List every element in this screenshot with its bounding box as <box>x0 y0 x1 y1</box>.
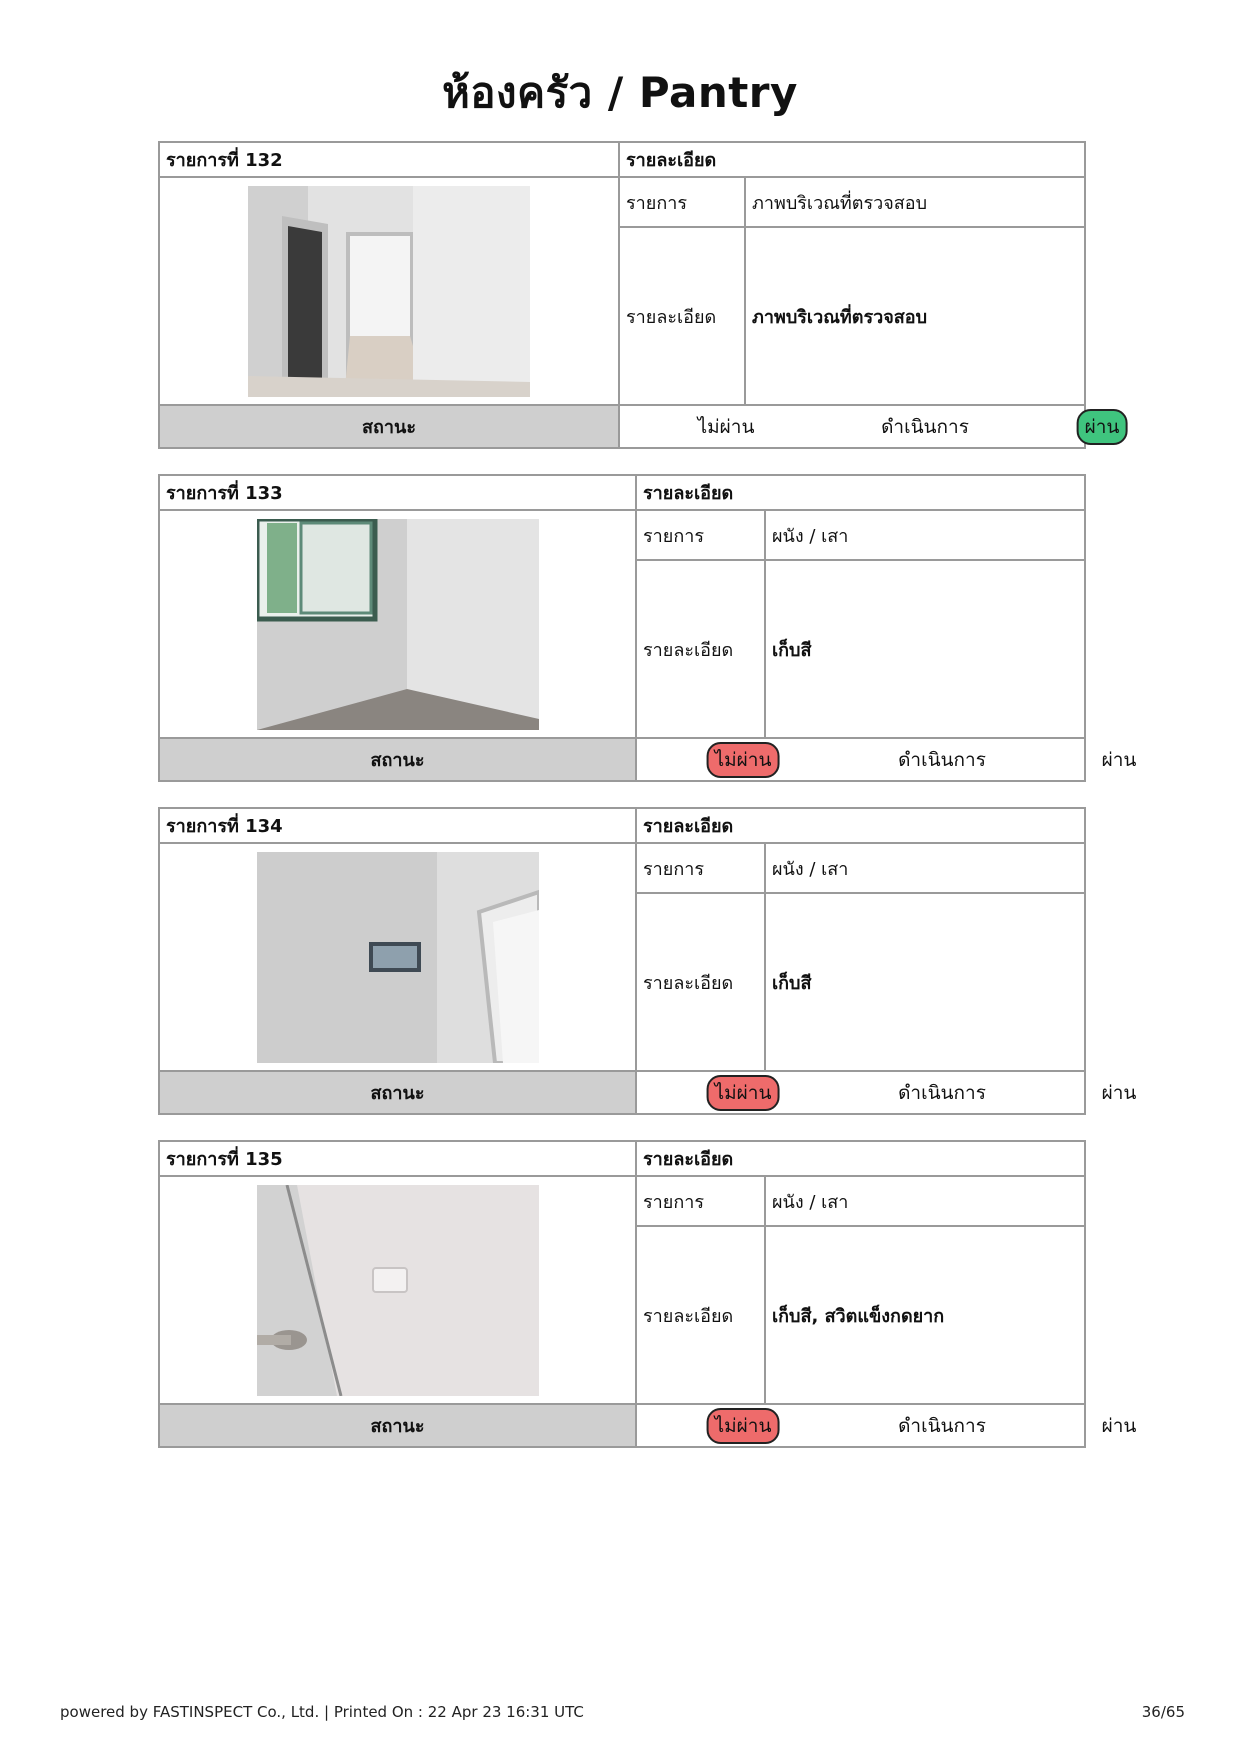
inspection-record <box>158 1140 1137 1448</box>
detail-label: รายละเอียด <box>636 1226 765 1404</box>
detail-value: เก็บสี <box>765 893 1084 1071</box>
room-corner-window-photo[interactable] <box>257 519 539 730</box>
status-option-in-progress[interactable]: ดำเนินการ <box>898 1414 986 1437</box>
status-options <box>636 1071 1137 1113</box>
status-option-fail-selected[interactable]: ไม่ผ่าน <box>707 1075 780 1111</box>
footer-printed-info: powered by FASTINSPECT Co., Ltd. | Printed On : 22 Apr 23 16:31 UTC <box>60 1703 584 1721</box>
record-title: รายการที่ 133 <box>160 476 636 510</box>
status-option-in-progress[interactable]: ดำเนินการ <box>898 748 986 771</box>
room-doorway-photo[interactable] <box>248 186 530 397</box>
record-title: รายการที่ 132 <box>160 143 619 177</box>
detail-label: รายละเอียด <box>619 227 745 405</box>
status-options <box>636 1404 1137 1446</box>
status-option-in-progress[interactable]: ดำเนินการ <box>881 415 969 438</box>
status-options <box>636 738 1137 780</box>
photo-cell <box>160 1176 636 1404</box>
status-option-in-progress[interactable]: ดำเนินการ <box>898 1081 986 1104</box>
detail-value: เก็บสี, สวิตแข็งกดยาก <box>765 1226 1084 1404</box>
page-title: ห้องครัว / Pantry <box>442 68 798 117</box>
page-number: 36/65 <box>1141 1703 1185 1721</box>
status-label: สถานะ <box>160 405 619 447</box>
inspection-record <box>158 807 1137 1115</box>
photo-cell <box>160 177 619 405</box>
photo-cell <box>160 510 636 738</box>
item-label: รายการ <box>619 177 745 227</box>
item-label: รายการ <box>636 1176 765 1226</box>
wall-electrical-box-photo[interactable] <box>257 852 539 1063</box>
wall-switch-door-handle-photo[interactable] <box>257 1185 539 1396</box>
record-title: รายการที่ 135 <box>160 1142 636 1176</box>
status-label: สถานะ <box>160 738 636 780</box>
status-option-pass[interactable]: ผ่าน <box>1101 1414 1137 1437</box>
detail-label: รายละเอียด <box>636 560 765 738</box>
item-label: รายการ <box>636 843 765 893</box>
status-option-pass[interactable]: ผ่าน <box>1101 748 1137 771</box>
status-option-fail-selected[interactable]: ไม่ผ่าน <box>707 742 780 778</box>
detail-value: เก็บสี <box>765 560 1084 738</box>
inspection-record <box>158 141 1120 449</box>
detail-value: ภาพบริเวณที่ตรวจสอบ <box>745 227 1084 405</box>
details-header: รายละเอียด <box>636 476 1084 510</box>
photo-cell <box>160 843 636 1071</box>
status-option-pass-selected[interactable]: ผ่าน <box>1077 409 1128 445</box>
status-option-fail-selected[interactable]: ไม่ผ่าน <box>707 1408 780 1444</box>
item-value: ภาพบริเวณที่ตรวจสอบ <box>745 177 1084 227</box>
item-label: รายการ <box>636 510 765 560</box>
status-option-pass[interactable]: ผ่าน <box>1101 1081 1137 1104</box>
details-header: รายละเอียด <box>636 809 1084 843</box>
details-header: รายละเอียด <box>636 1142 1084 1176</box>
detail-label: รายละเอียด <box>636 893 765 1071</box>
details-header: รายละเอียด <box>619 143 1084 177</box>
status-label: สถานะ <box>160 1404 636 1446</box>
item-value: ผนัง / เสา <box>765 510 1084 560</box>
status-option-fail[interactable]: ไม่ผ่าน <box>697 415 755 438</box>
record-title: รายการที่ 134 <box>160 809 636 843</box>
status-label: สถานะ <box>160 1071 636 1113</box>
status-options <box>619 405 1120 447</box>
item-value: ผนัง / เสา <box>765 843 1084 893</box>
item-value: ผนัง / เสา <box>765 1176 1084 1226</box>
inspection-record <box>158 474 1137 782</box>
